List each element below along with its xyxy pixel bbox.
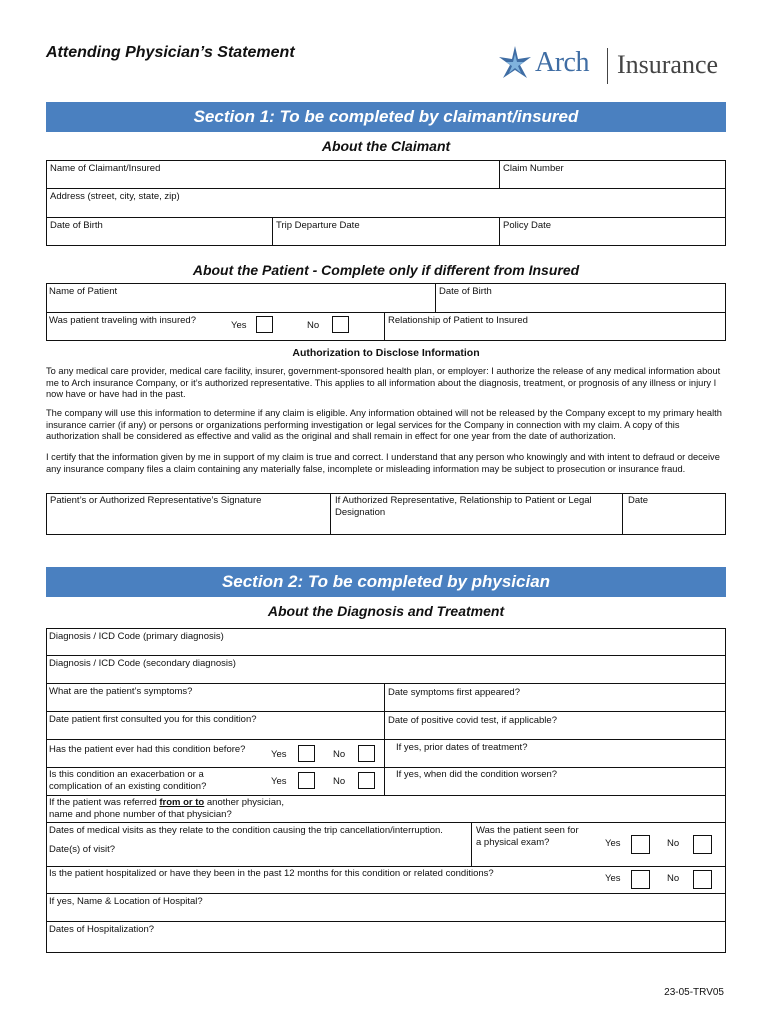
seen-question-line2: a physical exam? bbox=[476, 837, 550, 848]
referred-text-emphasis: from or to bbox=[159, 797, 205, 808]
hospital-name-field[interactable]: If yes, Name & Location of Hospital? bbox=[49, 896, 203, 907]
prior-dates-field[interactable]: If yes, prior dates of treatment? bbox=[396, 742, 528, 753]
referred-question-line2[interactable]: name and phone number of that physician? bbox=[49, 809, 232, 820]
seen-yes-checkbox[interactable] bbox=[631, 835, 650, 854]
authorization-heading: Authorization to Disclose Information bbox=[292, 347, 480, 359]
form-id: 23-05-TRV05 bbox=[664, 987, 724, 998]
signature-field[interactable]: Patient’s or Authorized Representative’s Signature bbox=[50, 495, 262, 506]
referred-text-c: another physician, bbox=[206, 797, 284, 808]
logo-suffix: Insurance bbox=[617, 50, 719, 79]
traveling-no-label: No bbox=[307, 320, 320, 331]
exacerbation-no-checkbox[interactable] bbox=[358, 772, 375, 789]
dob-field[interactable]: Date of Birth bbox=[50, 220, 103, 231]
diagnosis-primary-field[interactable]: Diagnosis / ICD Code (primary diagnosis) bbox=[49, 631, 224, 642]
had-before-no-label: No bbox=[333, 749, 346, 760]
star-logo-icon bbox=[497, 44, 533, 84]
claimant-name-field[interactable]: Name of Claimant/Insured bbox=[50, 163, 161, 174]
address-field[interactable]: Address (street, city, state, zip) bbox=[50, 191, 180, 202]
about-diagnosis-heading: About the Diagnosis and Treatment bbox=[267, 603, 505, 619]
referred-text-a: If the patient was referred bbox=[49, 797, 157, 808]
policy-date-field[interactable]: Policy Date bbox=[503, 220, 552, 231]
section1-banner: Section 1: To be completed by claimant/insured bbox=[46, 102, 726, 132]
exacerbation-question-line2: complication of an existing condition? bbox=[49, 781, 207, 792]
patient-dob-field[interactable]: Date of Birth bbox=[439, 286, 492, 297]
seen-question-line1: Was the patient seen for bbox=[476, 825, 579, 836]
hospitalized-yes-checkbox[interactable] bbox=[631, 870, 650, 889]
arch-insurance-logo bbox=[497, 44, 727, 88]
first-consulted-field[interactable]: Date patient first consulted you for this condition? bbox=[49, 714, 257, 725]
hospitalized-no-label: No bbox=[667, 873, 680, 884]
referred-question-line1 bbox=[49, 797, 284, 809]
authorization-paragraph-1: To any medical care provider, medical care facility, insurer, government-sponsored health plan, or employer: I authorize the release of any medical information about me to Arch insurance Company, or it’s authorized representative. This applies to all information about the diagnosis, treatment, or prognosis of any illness or injury I now have or have had in the past. bbox=[46, 366, 721, 400]
authorization-paragraph-3: I certify that the information given by me in support of my claim is true and correct. I understand that any person who knowingly and with intent to defraud or deceive any insurance company files a claim containing any materially false, incomplete or misleading information may be subject to prosecution or insurance fraud. bbox=[46, 452, 720, 474]
hospitalized-yes-label: Yes bbox=[605, 873, 621, 884]
about-claimant-heading: About the Claimant bbox=[321, 138, 451, 154]
about-patient-heading: About the Patient - Complete only if different from Insured bbox=[192, 262, 580, 278]
traveling-no-checkbox[interactable] bbox=[332, 316, 349, 333]
covid-test-field[interactable]: Date of positive covid test, if applicable? bbox=[388, 715, 557, 726]
exacerbation-question-line1: Is this condition an exacerbation or a bbox=[49, 769, 204, 780]
exacerbation-yes-label: Yes bbox=[271, 776, 287, 787]
signature-date-field[interactable]: Date bbox=[628, 495, 649, 506]
claim-number-field[interactable]: Claim Number bbox=[503, 163, 564, 174]
logo-divider bbox=[607, 48, 608, 84]
authorization-paragraph-2: The company will use this information to determine if any claim is eligible. Any information obtained will not be released by the Company except to my primary health insurance carrier (if any) or persons or organizations performing investigation or legal services for the Company in connection with my claim. A copy of this authorization shall be considered as effective and valid as the original and shall remain in effect for one year from the date of authorization. bbox=[46, 408, 722, 442]
trip-departure-field[interactable]: Trip Departure Date bbox=[276, 220, 360, 231]
traveling-yes-label: Yes bbox=[231, 320, 247, 331]
symptoms-field[interactable]: What are the patient’s symptoms? bbox=[49, 686, 193, 697]
section2-banner: Section 2: To be completed by physician bbox=[46, 567, 726, 597]
relationship-field[interactable]: Relationship of Patient to Insured bbox=[388, 315, 528, 326]
symptoms-date-field[interactable]: Date symptoms first appeared? bbox=[388, 687, 521, 698]
traveling-yes-checkbox[interactable] bbox=[256, 316, 273, 333]
had-before-yes-checkbox[interactable] bbox=[298, 745, 315, 762]
traveling-question: Was patient traveling with insured? bbox=[49, 315, 196, 326]
logo-brand: Arch bbox=[535, 47, 589, 78]
worsen-field[interactable]: If yes, when did the condition worsen? bbox=[396, 769, 558, 780]
exacerbation-yes-checkbox[interactable] bbox=[298, 772, 315, 789]
visits-question: Dates of medical visits as they relate to the condition causing the trip cancellation/interruption. bbox=[49, 825, 443, 836]
exacerbation-no-label: No bbox=[333, 776, 346, 787]
seen-no-checkbox[interactable] bbox=[693, 835, 712, 854]
had-before-no-checkbox[interactable] bbox=[358, 745, 375, 762]
form-title: Attending Physician’s Statement bbox=[46, 44, 295, 61]
hospital-dates-field[interactable]: Dates of Hospitalization? bbox=[49, 924, 155, 935]
legal-designation-field[interactable]: If Authorized Representative, Relationship to Patient or Legal Designation bbox=[335, 495, 592, 518]
seen-no-label: No bbox=[667, 838, 680, 849]
had-before-question: Has the patient ever had this condition before? bbox=[49, 744, 246, 755]
diagnosis-secondary-field[interactable]: Diagnosis / ICD Code (secondary diagnosis) bbox=[49, 658, 236, 669]
hospitalized-no-checkbox[interactable] bbox=[693, 870, 712, 889]
had-before-yes-label: Yes bbox=[271, 749, 287, 760]
visit-dates-field[interactable]: Date(s) of visit? bbox=[49, 844, 115, 855]
seen-yes-label: Yes bbox=[605, 838, 621, 849]
patient-name-field[interactable]: Name of Patient bbox=[49, 286, 118, 297]
hospitalized-question: Is the patient hospitalized or have they been in the past 12 months for this condition or related conditions? bbox=[49, 868, 494, 879]
